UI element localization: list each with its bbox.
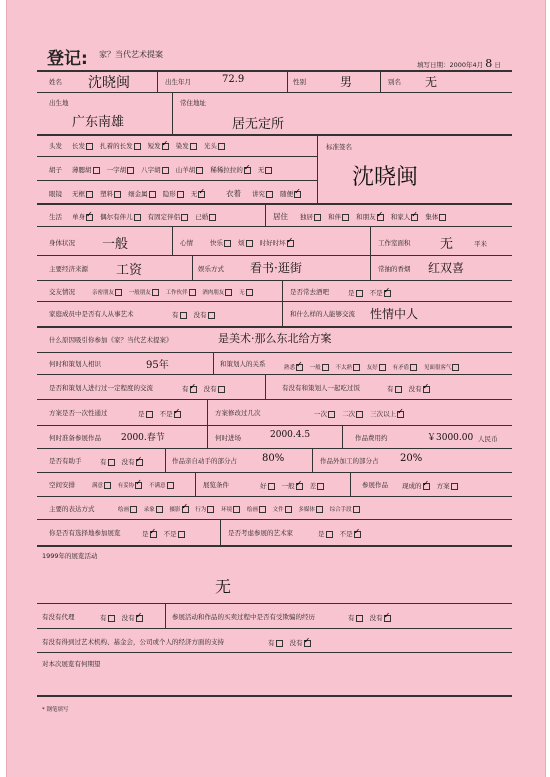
rel-checkbox[interactable] bbox=[379, 364, 386, 371]
income-value: 工资 bbox=[116, 263, 143, 278]
choose-checkbox[interactable] bbox=[150, 531, 157, 538]
rule bbox=[37, 326, 512, 328]
family-checkbox[interactable] bbox=[180, 312, 187, 319]
glasses-checkbox[interactable] bbox=[198, 191, 205, 198]
live-checkbox[interactable] bbox=[439, 214, 446, 221]
beard-checkbox[interactable] bbox=[162, 167, 169, 174]
rule bbox=[37, 472, 512, 473]
mood-checkbox[interactable] bbox=[287, 240, 294, 247]
health-label: 身体状况 bbox=[49, 239, 75, 247]
arrive-value: 2000.4.5 bbox=[270, 430, 311, 440]
glasses-options: 无框 塑料 细金属 隐形 无✓ bbox=[72, 189, 210, 198]
rule bbox=[37, 603, 512, 604]
live-checkbox[interactable] bbox=[314, 214, 321, 221]
rel-label: 和策划人的关系 bbox=[220, 360, 266, 368]
rule bbox=[37, 156, 317, 157]
hair-checkbox[interactable] bbox=[86, 143, 93, 150]
life-options: 单身✓ 偶尔有伴儿 有固定伴侣 已婚 bbox=[72, 212, 221, 221]
friends-checkbox[interactable] bbox=[152, 289, 159, 296]
proposal-checkbox[interactable] bbox=[174, 411, 181, 418]
cond-options: 好 一般✓ 差 bbox=[260, 481, 329, 490]
divider bbox=[317, 134, 318, 203]
assist-label: 是否有助手 bbox=[49, 457, 82, 465]
divider bbox=[287, 70, 288, 92]
beard-checkbox[interactable] bbox=[127, 167, 134, 174]
rule bbox=[37, 203, 512, 205]
when-value: 95年 bbox=[146, 360, 169, 371]
divider bbox=[172, 92, 173, 134]
rel-checkbox[interactable] bbox=[353, 364, 360, 371]
reason-value: 是美术·那么东北给方案 bbox=[218, 332, 332, 345]
rule bbox=[37, 134, 512, 136]
hair-checkbox[interactable] bbox=[162, 143, 169, 150]
footer-note: * 钢笔填写 bbox=[42, 707, 69, 713]
out-label: 作品外加工的部分占 bbox=[320, 457, 379, 465]
divider bbox=[172, 226, 173, 255]
divider bbox=[165, 448, 166, 472]
friends-checkbox[interactable] bbox=[189, 289, 196, 296]
arrive-label: 何时进场 bbox=[215, 434, 241, 442]
exchange-label: 是否和策划人进行过一定程度的交流 bbox=[49, 384, 153, 392]
glasses-checkbox[interactable] bbox=[86, 191, 93, 198]
proposal-options: 是 不是✓ bbox=[138, 409, 186, 418]
life-checkbox[interactable] bbox=[181, 214, 188, 221]
rule bbox=[37, 226, 512, 227]
means-checkbox[interactable] bbox=[316, 506, 323, 513]
support-label: 有没有得到过艺术机构、基金会，公司或个人的经济方面的支持 bbox=[42, 638, 224, 646]
glasses-checkbox[interactable] bbox=[149, 191, 156, 198]
divider bbox=[192, 255, 193, 280]
hair-checkbox[interactable] bbox=[218, 143, 225, 150]
cheat-checkbox[interactable] bbox=[384, 615, 391, 622]
clothes-checkbox[interactable] bbox=[294, 191, 301, 198]
cond-checkbox[interactable] bbox=[268, 483, 275, 490]
fun-label: 娱乐方式 bbox=[198, 265, 224, 273]
live-checkbox[interactable] bbox=[342, 214, 349, 221]
address-label: 常住地址 bbox=[180, 99, 206, 107]
cost-value: ￥3000.00 bbox=[427, 433, 474, 443]
assist-checkbox[interactable] bbox=[136, 459, 143, 466]
beard-checkbox[interactable] bbox=[196, 167, 203, 174]
family-options: 有 没有 bbox=[172, 310, 220, 319]
reason-label: 什么原因吸引你参加《家？当代艺术提案》 bbox=[49, 336, 173, 344]
support-checkbox[interactable] bbox=[276, 640, 283, 647]
space-options: 满意 有妥协✓ 不满意 bbox=[92, 481, 179, 489]
means-checkbox[interactable] bbox=[130, 506, 137, 513]
choose-checkbox[interactable] bbox=[178, 531, 185, 538]
cost-label: 作品费用约 bbox=[355, 434, 388, 442]
rule bbox=[37, 628, 512, 629]
form-subtitle: 家？当代艺术提案 bbox=[99, 50, 163, 59]
birth-value: 72.9 bbox=[222, 74, 245, 85]
glasses-checkbox[interactable] bbox=[177, 191, 184, 198]
means-checkbox[interactable] bbox=[353, 506, 360, 513]
divider bbox=[282, 280, 283, 326]
means-checkbox[interactable] bbox=[285, 506, 292, 513]
own-label: 作品亲自动手的部分占 bbox=[172, 457, 237, 465]
friends-label: 交友情况 bbox=[49, 288, 75, 296]
family-label: 家庭成员中是否有人从事艺术 bbox=[49, 310, 134, 318]
cond-checkbox[interactable] bbox=[296, 483, 303, 490]
life-checkbox[interactable] bbox=[86, 214, 93, 221]
rule bbox=[37, 496, 512, 497]
life-label: 生活 bbox=[49, 213, 62, 221]
beard-options: 薄腮胡 一字胡 八字胡 山羊胡 稀稀拉拉的✓ 无 bbox=[72, 165, 277, 174]
means-checkbox[interactable] bbox=[207, 506, 214, 513]
out-value: 20% bbox=[400, 453, 423, 464]
mood-label: 心情 bbox=[180, 239, 193, 247]
hair-checkbox[interactable] bbox=[190, 143, 197, 150]
beard-checkbox[interactable] bbox=[244, 167, 251, 174]
dinner-options: 有 没有✓ bbox=[387, 384, 435, 393]
space-checkbox[interactable] bbox=[167, 482, 174, 489]
mod-checkbox[interactable] bbox=[356, 411, 363, 418]
clothes-options: 讲究 随便✓ bbox=[252, 189, 306, 198]
divider bbox=[195, 472, 196, 496]
divider bbox=[370, 226, 371, 255]
exchange-options: 有✓ 没有 bbox=[182, 384, 230, 393]
expect-label: 对本次展览有何期望 bbox=[42, 660, 101, 668]
divider bbox=[312, 448, 313, 472]
rel-checkbox[interactable] bbox=[452, 364, 459, 371]
form-checkbox[interactable] bbox=[451, 483, 458, 490]
rule bbox=[37, 352, 512, 353]
prep-value: 2000.春节 bbox=[121, 433, 165, 443]
signature-label: 标准签名 bbox=[326, 143, 352, 151]
agent-options: 有 没有✓ bbox=[100, 613, 148, 622]
fill-date: 填写日期：2000年4月 8 日 bbox=[417, 57, 501, 70]
means-checkbox[interactable] bbox=[182, 506, 189, 513]
rel-checkbox[interactable] bbox=[296, 364, 303, 371]
bar-label: 是否常去酒吧 bbox=[290, 288, 329, 296]
rule bbox=[37, 180, 317, 181]
mood-options: 快乐 烦 时好时坏✓ bbox=[210, 238, 299, 247]
rule bbox=[37, 374, 512, 375]
divider bbox=[370, 255, 371, 280]
live-checkbox[interactable] bbox=[411, 214, 418, 221]
own-value: 80% bbox=[262, 453, 285, 464]
proposal-label: 方案是否一次性通过 bbox=[49, 409, 108, 417]
family-checkbox[interactable] bbox=[208, 312, 215, 319]
friends-checkbox[interactable] bbox=[246, 289, 253, 296]
hair-checkbox[interactable] bbox=[134, 143, 141, 150]
birthplace-label: 出生地 bbox=[49, 99, 69, 107]
divider bbox=[207, 399, 208, 425]
signature-value: 沈晓闽 bbox=[352, 165, 419, 190]
choose-label: 你是否有选择地参加展览 bbox=[49, 529, 121, 537]
choose-options: 是✓ 不是 bbox=[142, 529, 190, 538]
assist-options: 有 没有✓ bbox=[100, 457, 148, 466]
rule bbox=[37, 255, 512, 256]
cig-label: 常抽的香烟 bbox=[378, 265, 411, 273]
divider bbox=[342, 425, 343, 448]
life-checkbox[interactable] bbox=[134, 214, 141, 221]
studio-value: 无 bbox=[440, 237, 454, 252]
support-checkbox[interactable] bbox=[304, 640, 311, 647]
space-label: 空间安排 bbox=[49, 481, 75, 489]
who-label: 和什么样的人能够交流 bbox=[290, 310, 355, 318]
means-checkbox[interactable] bbox=[233, 506, 240, 513]
clothes-label: 衣着 bbox=[226, 189, 241, 198]
mood-checkbox[interactable] bbox=[224, 240, 231, 247]
income-label: 主要经济来源 bbox=[49, 265, 88, 273]
divider bbox=[220, 519, 221, 545]
mood-checkbox[interactable] bbox=[246, 240, 253, 247]
form-label: 参展作品 bbox=[362, 481, 388, 489]
audience-label: 是否考虑参展的艺术家 bbox=[228, 529, 293, 537]
studio-label: 工作室面积 bbox=[378, 239, 411, 247]
divider bbox=[165, 603, 166, 628]
mod-checkbox[interactable] bbox=[328, 411, 335, 418]
y1999-label: 1999年的展览活动 bbox=[42, 552, 98, 560]
name-value: 沈晓闽 bbox=[88, 75, 130, 91]
glasses-label: 眼镜 bbox=[49, 190, 62, 198]
proposal-checkbox[interactable] bbox=[146, 411, 153, 418]
beard-checkbox[interactable] bbox=[265, 167, 272, 174]
exchange-checkbox[interactable] bbox=[218, 386, 225, 393]
means-checkbox[interactable] bbox=[156, 506, 163, 513]
rule bbox=[37, 448, 512, 449]
mod-checkbox[interactable] bbox=[397, 411, 404, 418]
dinner-checkbox[interactable] bbox=[395, 386, 402, 393]
life-checkbox[interactable] bbox=[209, 214, 216, 221]
bar-checkbox[interactable] bbox=[384, 290, 391, 297]
name-label: 姓名 bbox=[49, 78, 62, 86]
divider bbox=[213, 352, 214, 374]
audience-checkbox[interactable] bbox=[354, 531, 361, 538]
clothes-checkbox[interactable] bbox=[266, 191, 273, 198]
friends-options: 亲密朋友 一般朋友 工作伙伴 酒肉朋友 无 bbox=[92, 288, 258, 296]
divider bbox=[265, 374, 266, 399]
rule bbox=[37, 92, 512, 93]
when-label: 何时和策划人相识 bbox=[49, 360, 101, 368]
dinner-checkbox[interactable] bbox=[423, 386, 430, 393]
cheat-options: 有 没有✓ bbox=[348, 613, 396, 622]
rule bbox=[37, 280, 512, 281]
rule bbox=[37, 652, 512, 653]
rule-bottom bbox=[37, 695, 512, 697]
cond-checkbox[interactable] bbox=[317, 483, 324, 490]
hair-label: 头发 bbox=[49, 142, 62, 150]
glasses-checkbox[interactable] bbox=[114, 191, 121, 198]
rule bbox=[37, 545, 512, 547]
mod-options: 一次 二次 三次以上✓ bbox=[314, 409, 409, 418]
bar-checkbox[interactable] bbox=[356, 290, 363, 297]
rule bbox=[37, 519, 512, 520]
divider bbox=[380, 70, 381, 92]
sex-label: 性别 bbox=[293, 78, 306, 86]
means-label: 主要的表达方式 bbox=[49, 505, 95, 513]
cheat-checkbox[interactable] bbox=[356, 615, 363, 622]
cost-unit: 人民币 bbox=[478, 435, 498, 443]
cig-value: 红双喜 bbox=[428, 261, 465, 275]
rule bbox=[37, 301, 512, 302]
who-value: 性情中人 bbox=[370, 307, 419, 321]
space-checkbox[interactable] bbox=[104, 482, 111, 489]
studio-unit: 平米 bbox=[474, 240, 487, 248]
live-label: 居住 bbox=[273, 212, 288, 221]
divider bbox=[207, 425, 208, 448]
rel-checkbox[interactable] bbox=[322, 364, 329, 371]
friends-checkbox[interactable] bbox=[225, 289, 232, 296]
support-options: 有 没有✓ bbox=[268, 638, 316, 647]
friends-checkbox[interactable] bbox=[115, 289, 122, 296]
hair-options: 长发 扎着的长发 短发✓ 染发 光头 bbox=[72, 141, 230, 150]
beard-checkbox[interactable] bbox=[93, 167, 100, 174]
address-value: 居无定所 bbox=[232, 117, 285, 132]
exchange-checkbox[interactable] bbox=[190, 386, 197, 393]
beard-label: 胡子 bbox=[49, 166, 62, 174]
alias-value: 无 bbox=[425, 75, 438, 89]
audience-checkbox[interactable] bbox=[326, 531, 333, 538]
live-checkbox[interactable] bbox=[377, 214, 384, 221]
y1999-value: 无 bbox=[215, 577, 232, 596]
divider bbox=[265, 203, 266, 226]
space-checkbox[interactable] bbox=[135, 482, 142, 489]
live-options: 独居 和伴 和朋友✓ 和家人✓ 集体 bbox=[300, 212, 451, 221]
cheat-label: 参展活动和作品的买卖过程中是否有受欺骗的经历 bbox=[172, 613, 315, 621]
rel-checkbox[interactable] bbox=[410, 364, 417, 371]
form-title: 登记: bbox=[47, 49, 88, 69]
agent-checkbox[interactable] bbox=[136, 615, 143, 622]
form-options: 现成的✓ 方案 bbox=[402, 481, 463, 490]
means-options: 绘画 录象 摄影✓ 行为 环境 绘画 文件 多媒体 综合手段 bbox=[118, 505, 365, 513]
agent-checkbox[interactable] bbox=[108, 615, 115, 622]
agent-label: 有没有代理 bbox=[42, 613, 75, 621]
divider bbox=[157, 70, 158, 92]
health-value: 一般 bbox=[102, 237, 129, 252]
alias-label: 别名 bbox=[388, 78, 401, 86]
rule bbox=[37, 425, 512, 426]
bar-options: 是 不是✓ bbox=[348, 288, 396, 297]
rel-options: 熟悉✓ 一般 不太熟 友好 有矛盾 见面很客气 bbox=[284, 363, 464, 371]
birth-label: 出生年月 bbox=[165, 78, 191, 86]
sex-value: 男 bbox=[340, 75, 353, 89]
dinner-label: 有没有和策划人一起吃过饭 bbox=[282, 384, 360, 392]
rule bbox=[37, 399, 512, 400]
fun-value: 看书·逛街 bbox=[250, 261, 302, 275]
prep-label: 何时准备参展作品 bbox=[49, 434, 101, 442]
cond-label: 展览条件 bbox=[203, 481, 229, 489]
audience-options: 是 不是✓ bbox=[318, 529, 366, 538]
mod-label: 方案修改过几次 bbox=[215, 409, 261, 417]
form-checkbox[interactable] bbox=[423, 483, 430, 490]
divider bbox=[350, 472, 351, 496]
birthplace-value: 广东南雄 bbox=[72, 115, 125, 130]
assist-checkbox[interactable] bbox=[108, 459, 115, 466]
means-checkbox[interactable] bbox=[259, 506, 266, 513]
